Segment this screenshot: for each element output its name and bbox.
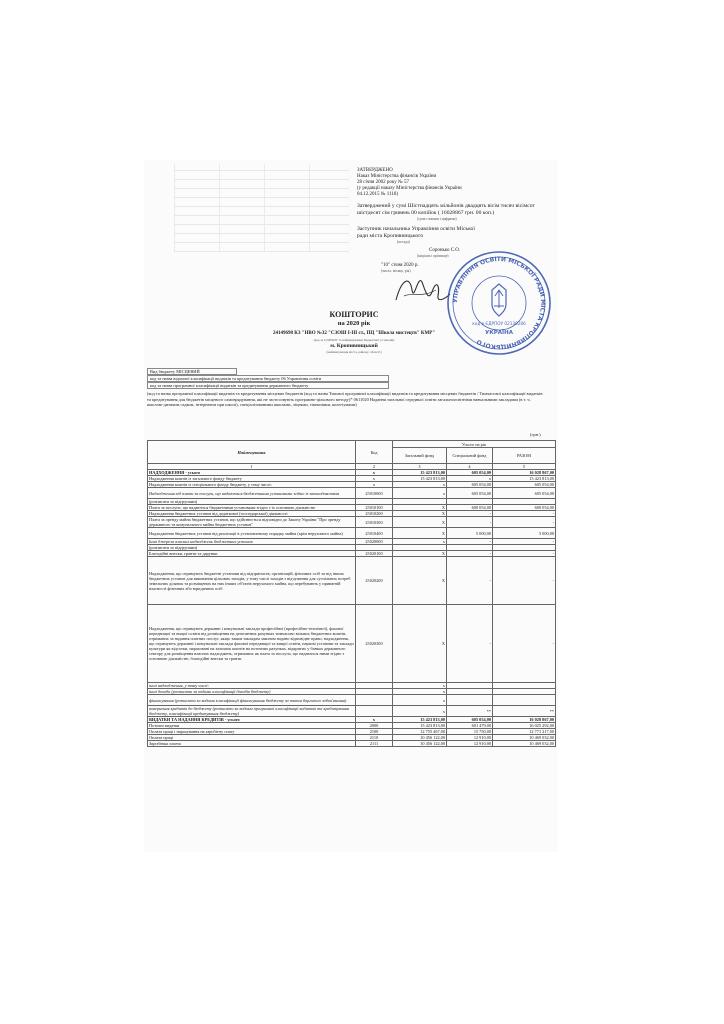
- table-row: [148, 557, 556, 605]
- row-general-fund: 12 755 467,00: [393, 729, 447, 735]
- row-name: Надходження, що отримують державні і комунальні заклади професійної (професійно-технічної), фахової передвищої та вищої освіти від розміщення на депозитних рахунках тимчасово вільних бюджетних коштів, отриманих за надання платних послуг, якщо таким закладам законом надано відповідне право; надходження, що отримують державні і комунальні заклади фахової передвищої та вищої освіти, наукові установи та заклади культури як відсотки, нараховані на залишок коштів на поточних рахунках, відкритих у банках державного сектору для розміщення власних надходжень, отриманих як плата за послуги, що надаються ними згідно з основною діяльністю, благодійні внески та гранти: [148, 605, 356, 683]
- date-caption: (число, місяць, рік): [381, 268, 411, 273]
- table-row: [148, 488, 556, 499]
- row-special-fund: 12 910,00: [447, 735, 493, 741]
- row-code: 25010200: [356, 511, 393, 517]
- row-name: Надходження коштів із загального фонду бюджету: [148, 476, 356, 482]
- table-row: [148, 517, 556, 528]
- row-name: Надходження, що отримують бюджетні установи від підприємств, організацій, фізичних осіб та від інших бюджетних установ для виконання цільових заходів, у тому числі заходів з відчуження для суспільних потреб земельних ділянок та розміщених на них інших об'єктів нерухомого майна, що перебувають у приватній власності фізичних або юридичних осіб: [148, 557, 356, 605]
- row-name: інші доходи (розписати за кодами класифікації доходів бюджету): [148, 689, 356, 695]
- row-general-fund: Х: [393, 511, 447, 517]
- institution-name: 24149698 КЗ "НВО №32 "СЗОШ І-ІІІ ст., ПЦ "Школа мистецтв" КМР": [272, 331, 436, 336]
- row-general-fund: х: [393, 689, 447, 695]
- row-code: х: [356, 482, 393, 488]
- row-total: [493, 695, 556, 706]
- row-special-fund: 12 910,00: [447, 741, 493, 747]
- row-general-fund: 15 423 813,00: [393, 476, 447, 482]
- row-total: 10 469 032,00: [493, 735, 556, 741]
- row-name: Плата за оренду майна бюджетних установ, що здійснюється відповідно до Закону України "Про оренду державного та комунального майна бюджетних установ": [148, 517, 356, 528]
- row-special-fund: 605 054,00: [447, 470, 493, 476]
- row-total: -: [493, 557, 556, 605]
- table-row: [148, 528, 556, 539]
- stamp-code: код в ЄДРПОУ 02139286: [472, 321, 526, 326]
- row-general-fund: 15 423 813,00: [393, 723, 447, 729]
- col-number: 2: [356, 464, 393, 470]
- row-special-fund: -: [447, 539, 493, 545]
- row-name: Надходження бюджетних установ від реалізації в установленому порядку майна (крім нерухомого майна): [148, 528, 356, 539]
- table-row: [148, 695, 556, 706]
- row-name: Надходження від плати за послуги, що надаються бюджетними установами згідно із законодавством: [148, 488, 356, 499]
- header-code: Код: [356, 441, 393, 464]
- row-name: ВИДАТКИ ТА НАДАННЯ КРЕДИТІВ - усього: [148, 717, 356, 723]
- estimate-table: [147, 440, 556, 747]
- row-name: інші надходження, у тому числі:: [148, 683, 356, 689]
- table-row: [148, 605, 556, 683]
- approval-line: 04.12.2015 № 1118): [357, 192, 399, 197]
- row-code: 25010300: [356, 517, 393, 528]
- approval-line: Наказ Міністерства фінансів України: [357, 174, 437, 179]
- row-total: 12 771 217,00: [493, 729, 556, 735]
- row-code: 25010400: [356, 528, 393, 539]
- row-code: 2110: [356, 735, 393, 741]
- row-special-fund: 601 479,00: [447, 723, 493, 729]
- row-special-fund: -: [447, 551, 493, 557]
- row-name: фінансування (розписати за кодами класифікації фінансування бюджету за типом боргового зобов'язання): [148, 695, 356, 706]
- row-total: 16 025 292,00: [493, 723, 556, 729]
- row-general-fund: х: [393, 706, 447, 717]
- row-general-fund: Х: [393, 605, 447, 683]
- row-total: -: [493, 551, 556, 557]
- row-name: Надходження коштів із спеціального фонду бюджету, у тому числі:: [148, 482, 356, 488]
- row-general-fund: 10 456 122,00: [393, 741, 447, 747]
- row-general-fund: х: [393, 482, 447, 488]
- signer-caption: (ініціали і прізвище): [417, 254, 449, 258]
- approval-line: ЗАТВЕРДЖЕНО: [357, 168, 393, 173]
- row-special-fund: -: [447, 517, 493, 528]
- row-code: 25010000: [356, 488, 393, 499]
- row-code: 25020300: [356, 605, 393, 683]
- signer-name: Соронько С.О.: [429, 248, 461, 253]
- row-code: [356, 706, 393, 717]
- city-name: м. Кропивницький: [330, 343, 378, 349]
- approval-line: (у редакції наказу Міністерства фінансів України: [357, 186, 462, 191]
- row-special-fund: 5 000,00: [447, 528, 493, 539]
- row-total: 10 469 032,00: [493, 741, 556, 747]
- program-text: (код та назва програмної класифікації видатків та кредитування місцевих бюджетів (код та назва Типової програмної класифікації видатків та кредитування місцевих бюджетів / Тимчасової класифікації видатків та кредитування для бюджетів місцевого самоврядування, які не застосовують програмно-цільового методу)* 0611020 Надання загальної середньої освіти загальноосвітніми навчальними закладами (в т. ч. школою-дитячим садком, інтернатом при школі), спеціалізованими школами, ліцеями, гімназіями, колегіумами): [147, 391, 543, 408]
- row-total: 16 028 867,00: [493, 717, 556, 723]
- row-name: Плата за послуги, що надаються бюджетними установами згідно з їх основною діяльністю: [148, 505, 356, 511]
- department-code: код та назва відомчої класифікації видатків та кредитування бюджету 06 Управління освіти: [147, 375, 389, 382]
- row-name: Інші джерела власних надходжень бюджетних установ: [148, 539, 356, 545]
- row-code: 2111: [356, 741, 393, 747]
- row-general-fund: 15 423 813,00: [393, 470, 447, 476]
- row-total: -: [493, 539, 556, 545]
- city-caption: (найменування міста, району, області): [326, 350, 382, 354]
- row-code: х: [356, 717, 393, 723]
- row-code: 25020000: [356, 539, 393, 545]
- row-total: **: [493, 706, 556, 717]
- approved-sum: Затверджений у сумі Шістнадцять мільйонів двадцять вісім тисяч вісімсот шістдесят сім гривень 00 копійок ( 16028867 грн. 00 коп.): [357, 203, 535, 216]
- row-total: 16 028 867,00: [493, 470, 556, 476]
- row-general-fund: Х: [393, 557, 447, 605]
- row-code: 25020200: [356, 557, 393, 605]
- budget-type: Вид бюджету МІСЦЕВИЙ: [147, 368, 237, 375]
- table-row: [148, 741, 556, 747]
- row-special-fund: х: [447, 476, 493, 482]
- row-special-fund: -: [447, 605, 493, 683]
- row-name: (розписати за підгрупами): [148, 545, 356, 551]
- row-total: -: [493, 605, 556, 683]
- row-total: 15 423 813,00: [493, 476, 556, 482]
- stamp-country: УКРАЇНА: [485, 330, 513, 336]
- row-code: 25020100: [356, 551, 393, 557]
- row-special-fund: 605 054,00: [447, 482, 493, 488]
- row-general-fund: х: [393, 539, 447, 545]
- row-total: -: [493, 511, 556, 517]
- estimate-sheet: [144, 160, 558, 852]
- sum-caption: (сума словами і цифрами): [417, 217, 457, 221]
- row-code: х: [356, 476, 393, 482]
- row-code: 2100: [356, 729, 393, 735]
- row-total: 605 054,00: [493, 482, 556, 488]
- position-caption: (посада): [397, 239, 410, 244]
- row-total: 605 054,00: [493, 488, 556, 499]
- row-code: 25010100: [356, 505, 393, 511]
- row-name: НАДХОДЖЕННЯ - усього: [148, 470, 356, 476]
- row-special-fund: -: [447, 557, 493, 605]
- approval-line: 28 січня 2002 року № 57: [357, 180, 409, 185]
- row-name: (розписати за підгрупами): [148, 499, 356, 505]
- row-special-fund: -: [447, 511, 493, 517]
- row-special-fund: 600 054,00: [447, 505, 493, 511]
- table-row: [148, 706, 556, 717]
- row-special-fund: **: [447, 706, 493, 717]
- row-total: 600 054,00: [493, 505, 556, 511]
- row-general-fund: Х: [393, 551, 447, 557]
- row-general-fund: 10 456 122,00: [393, 735, 447, 741]
- row-name: Оплата праці: [148, 735, 356, 741]
- row-name: Оплата праці і нарахування на заробітну плату: [148, 729, 356, 735]
- row-name: Поточні видатки: [148, 723, 356, 729]
- row-general-fund: Х: [393, 528, 447, 539]
- row-code: х: [356, 470, 393, 476]
- row-special-fund: 15 750,00: [447, 729, 493, 735]
- header-name: Найменування: [148, 441, 356, 464]
- row-general-fund: х: [393, 488, 447, 499]
- currency-unit: (грн.): [530, 432, 541, 437]
- row-general-fund: х: [393, 683, 447, 689]
- institution-caption: (код за ЄДРПОУ та найменування бюджетної установи): [313, 338, 395, 342]
- row-general-fund: 15 423 813,00: [393, 717, 447, 723]
- row-code: [356, 695, 393, 706]
- row-general-fund: х: [393, 695, 447, 706]
- document-title: КОШТОРИС: [329, 310, 379, 319]
- row-code: 2000: [356, 723, 393, 729]
- col-number: 5: [493, 464, 556, 470]
- approver-position: Заступник начальника Управління освіти Міської ради міста Кропивницького: [357, 225, 475, 239]
- row-name: Заробітна плата: [148, 741, 356, 747]
- row-total: -: [493, 517, 556, 528]
- document-year: на 2020 рік: [337, 320, 371, 327]
- program-code: код та назва програмної класифікації видатків та кредитування державного бюджету: [147, 382, 389, 389]
- row-general-fund: Х: [393, 517, 447, 528]
- row-name: Благодійні внески, гранти та дарунки: [148, 551, 356, 557]
- approval-date: "10" січня 2020 р.: [381, 262, 419, 268]
- row-name: Надходження бюджетних установ від додаткової (господарської) діяльності: [148, 511, 356, 517]
- stamp-text: УПРАВЛІННЯ ОСВІТИ МІСЬКОЇ РАДИ МІСТА КРОПИВНИЦЬКОГО: [451, 255, 547, 351]
- header-special-fund: Спеціальний фонд: [447, 448, 493, 464]
- header-sum: РАЗОМ: [493, 448, 556, 464]
- header-total-year: Усього на рік: [393, 441, 556, 448]
- row-special-fund: [447, 695, 493, 706]
- col-number: 1: [148, 464, 356, 470]
- row-special-fund: 605 054,00: [447, 717, 493, 723]
- row-name: повернення кредитів до бюджету (розписати за кодами програмної класифікації видатків та кредитування бюджету, класифікації кредитування бюджету): [148, 706, 356, 717]
- row-special-fund: 605 054,00: [447, 488, 493, 499]
- row-general-fund: Х: [393, 505, 447, 511]
- col-number: 4: [447, 464, 493, 470]
- header-general-fund: Загальний фонд: [393, 448, 447, 464]
- row-total: 5 000,00: [493, 528, 556, 539]
- col-number: 3: [393, 464, 447, 470]
